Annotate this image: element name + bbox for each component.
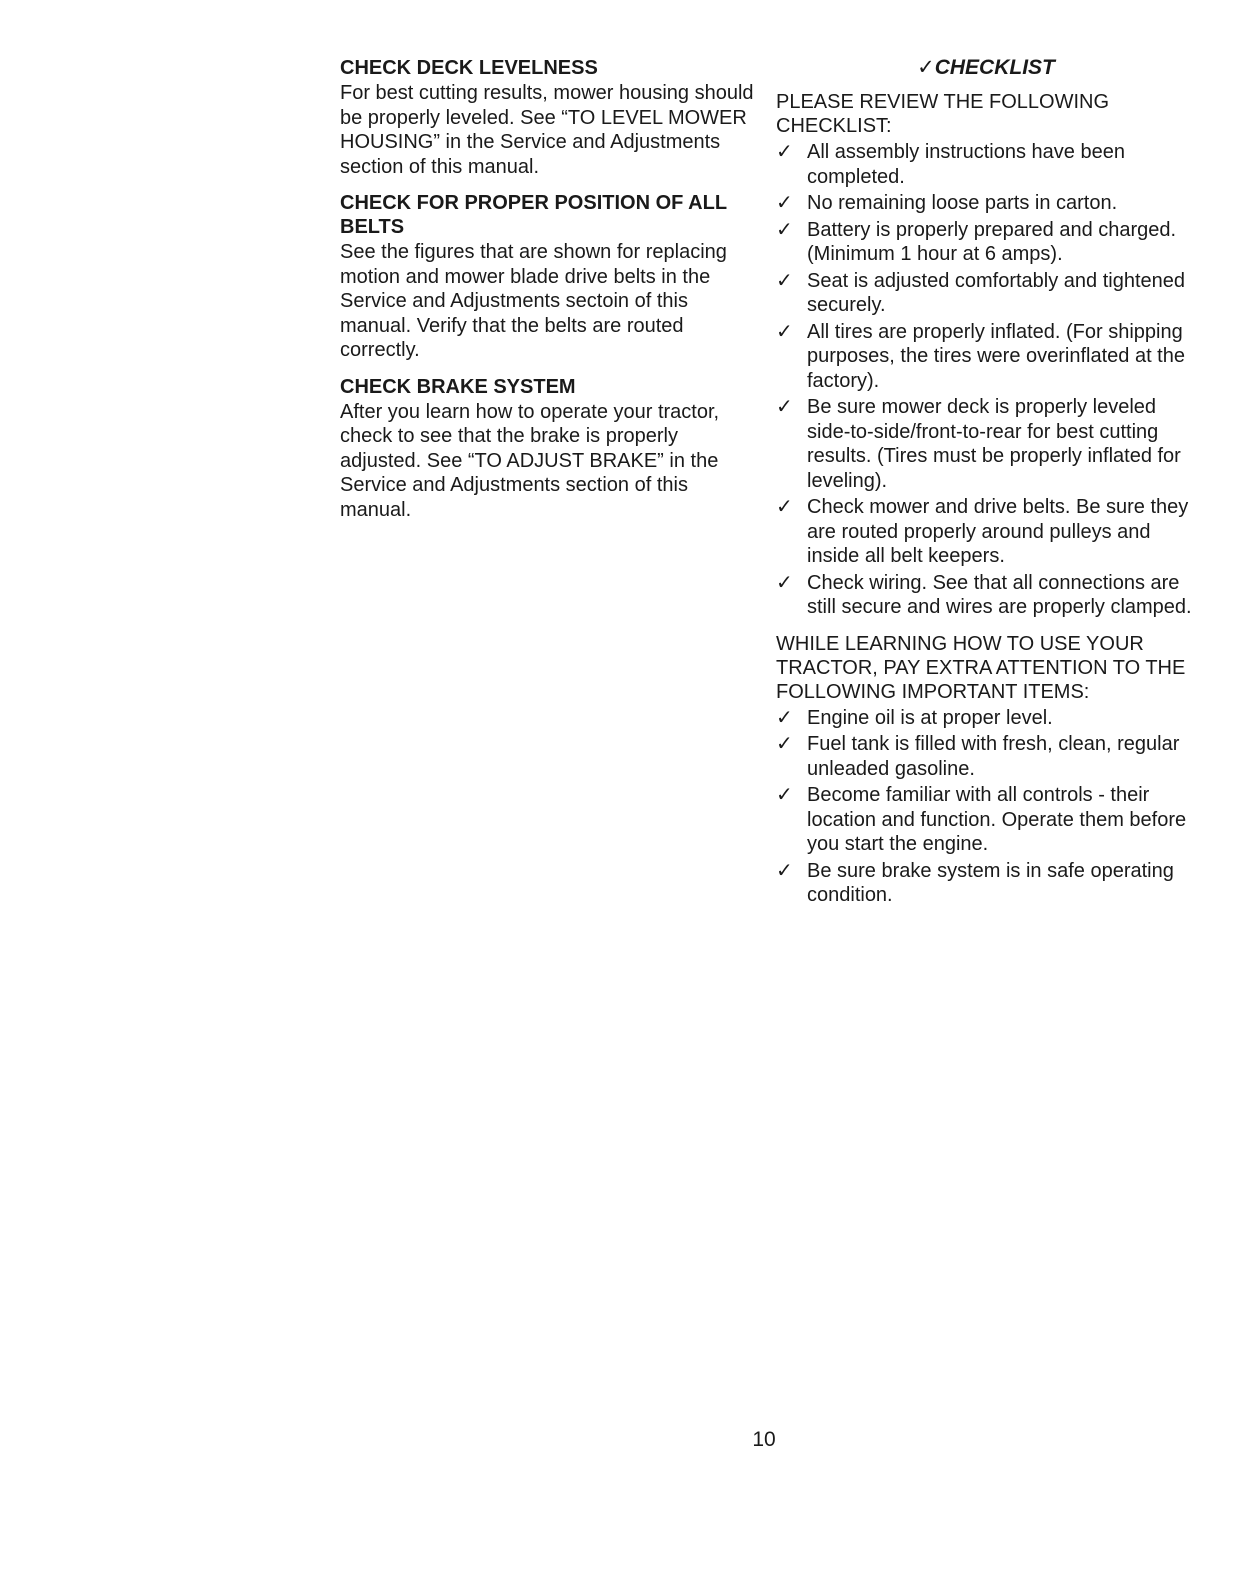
left-column [340, 56, 760, 534]
list-item [776, 140, 1196, 189]
check-mark-icon: ✓ [776, 571, 793, 594]
list-item-text: Seat is adjusted comfortably and tightened securely. [807, 269, 1186, 316]
learning-intro: WHILE LEARNING HOW TO USE YOUR TRACTOR, PAY EXTRA ATTENTION TO THE FOLLOWING IMPORTANT ITEMS: [776, 632, 1186, 703]
check-mark-icon: ✓ [776, 396, 793, 418]
section-heading: CHECK BRAKE SYSTEM [340, 375, 576, 398]
list-item-text: No remaining loose parts in carton. [807, 192, 1118, 214]
list-item-text: Check wiring. See that all connections are still secure and wires are properly clamped. [807, 571, 1192, 618]
section-body: After you learn how to operate your tractor, check to see that the brake is properly adjusted. See “TO ADJUST BRAKE” in the Service and Adjustments section of this manual. [340, 400, 720, 521]
checklist-list [776, 140, 1196, 620]
list-item-text: Be sure mower deck is properly leveled side-to-side/front-to-rear for best cutting results. (Tires must be properly inflated for leveling). [807, 396, 1181, 492]
checklist-intro: PLEASE REVIEW THE FOLLOWING CHECKLIST: [776, 91, 1110, 137]
check-mark-icon: ✓ [776, 496, 793, 518]
check-mark-icon: ✓ [776, 784, 793, 806]
list-item-text: Fuel tank is filled with fresh, clean, regular unleaded gasoline. [807, 733, 1180, 780]
page-number: 10 [752, 1428, 776, 1451]
list-item-text: Battery is properly prepared and charged. (Minimum 1 hour at 6 amps). [807, 218, 1177, 265]
list-item [776, 218, 1196, 267]
list-item [776, 783, 1196, 857]
important-items-list [776, 706, 1196, 908]
list-item [776, 191, 1196, 216]
list-item [776, 269, 1196, 318]
check-mark-icon: ✓ [776, 320, 793, 343]
section-body: For best cutting results, mower housing should be properly leveled. See “TO LEVEL MOWER HOUSING” in the Service and Adjustments section of this manual. [340, 82, 754, 178]
list-item [776, 706, 1196, 731]
list-item [776, 320, 1196, 394]
list-item [776, 571, 1196, 620]
list-item [776, 395, 1196, 493]
check-mark-icon: ✓ [776, 859, 793, 882]
check-mark-icon: ✓ [776, 192, 793, 214]
section-belt-position [340, 191, 760, 363]
section-heading: CHECK DECK LEVELNESS [340, 57, 598, 79]
check-mark-icon: ✓ [776, 706, 793, 729]
list-item-text: Become familiar with all controls - their location and function. Operate them before you start the engine. [807, 784, 1187, 855]
list-item-text: All tires are properly inflated. (For shipping purposes, the tires were overinflated at the factory). [807, 320, 1185, 392]
check-mark-icon: ✓ [776, 269, 793, 292]
section-heading: CHECK FOR PROPER POSITION OF ALL BELTS [340, 192, 727, 238]
section-deck-levelness [340, 56, 760, 179]
list-item-text: Engine oil is at proper level. [807, 706, 1053, 729]
check-mark-icon: ✓ [776, 733, 793, 755]
section-body: See the figures that are shown for replacing motion and mower blade drive belts in the Service and Adjustments sectoin of this manual. Verify that the belts are routed correctly. [340, 241, 727, 361]
check-mark-icon: ✓ [776, 141, 793, 163]
list-item [776, 859, 1196, 908]
checklist-title: ✓CHECKLIST [917, 56, 1055, 79]
check-mark-icon: ✓ [776, 218, 793, 241]
section-brake-system [340, 375, 760, 523]
right-column [776, 56, 1196, 920]
list-item [776, 495, 1196, 569]
list-item-text: Check mower and drive belts. Be sure they are routed properly around pulleys and inside all belt keepers. [807, 496, 1189, 567]
list-item-text: All assembly instructions have been completed. [807, 141, 1125, 188]
list-item [776, 732, 1196, 781]
list-item-text: Be sure brake system is in safe operating condition. [807, 859, 1174, 906]
